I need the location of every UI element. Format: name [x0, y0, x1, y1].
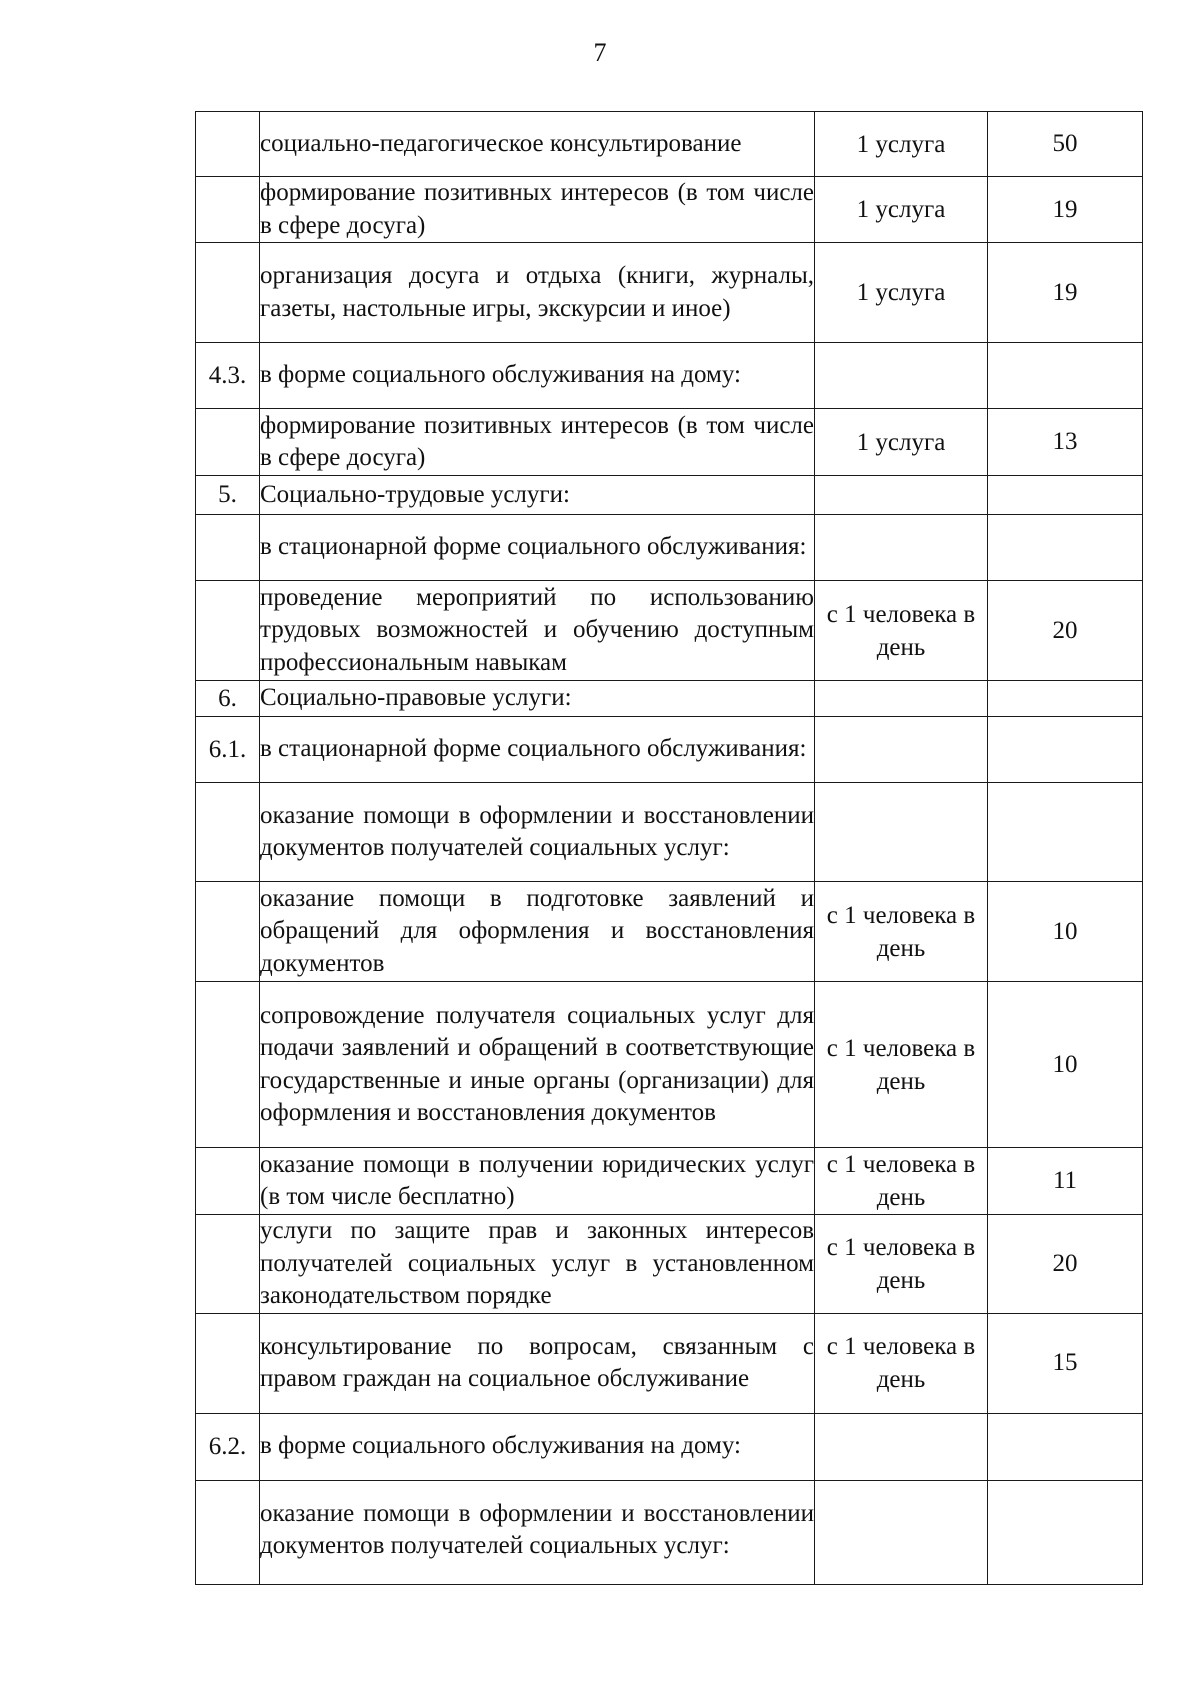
table-row — [196, 476, 1143, 515]
unit-cell — [815, 1413, 988, 1480]
service-description: в стационарной форме социального обслуживания: — [260, 515, 815, 581]
row-number — [196, 882, 260, 982]
table-row — [196, 515, 1143, 581]
table-row — [196, 1480, 1143, 1584]
table-row — [196, 982, 1143, 1148]
table-row — [196, 177, 1143, 243]
unit-cell: с 1 человека в день — [815, 982, 988, 1148]
quantity-cell: 11 — [988, 1148, 1143, 1215]
quantity-cell: 20 — [988, 581, 1143, 681]
table-row — [196, 717, 1143, 783]
unit-cell: с 1 человека в день — [815, 1313, 988, 1413]
quantity-cell: 13 — [988, 409, 1143, 476]
unit-cell: 1 услуга — [815, 112, 988, 177]
table-row — [196, 343, 1143, 409]
unit-cell: с 1 человека в день — [815, 882, 988, 982]
unit-cell — [815, 1480, 988, 1584]
quantity-cell — [988, 783, 1143, 882]
service-description: оказание помощи в оформлении и восстановлении документов получателей социальных услуг: — [260, 783, 815, 882]
service-description: формирование позитивных интересов (в том числе в сфере досуга) — [260, 177, 815, 243]
row-number — [196, 1148, 260, 1215]
unit-cell — [815, 343, 988, 409]
unit-cell — [815, 717, 988, 783]
table-row — [196, 1413, 1143, 1480]
table-row — [196, 243, 1143, 343]
table-row — [196, 1215, 1143, 1314]
unit-cell: с 1 человека в день — [815, 1215, 988, 1314]
row-number: 4.3. — [196, 343, 260, 409]
quantity-cell — [988, 515, 1143, 581]
table-row — [196, 1148, 1143, 1215]
table-row — [196, 681, 1143, 717]
unit-cell: с 1 человека в день — [815, 1148, 988, 1215]
quantity-cell: 19 — [988, 243, 1143, 343]
table-row — [196, 882, 1143, 982]
unit-cell: 1 услуга — [815, 177, 988, 243]
row-number — [196, 1215, 260, 1314]
unit-cell — [815, 515, 988, 581]
service-description: в форме социального обслуживания на дому: — [260, 343, 815, 409]
service-description: оказание помощи в подготовке заявлений и обращений для оформления и восстановления документов — [260, 882, 815, 982]
quantity-cell — [988, 476, 1143, 515]
row-number — [196, 581, 260, 681]
service-description: сопровождение получателя социальных услуг для подачи заявлений и обращений в соответствующие государственные и иные органы (организации) для оформления и восстановления документов — [260, 982, 815, 1148]
table-row — [196, 409, 1143, 476]
services-table — [195, 111, 1143, 1585]
table-row — [196, 581, 1143, 681]
quantity-cell — [988, 1413, 1143, 1480]
unit-cell: 1 услуга — [815, 409, 988, 476]
table-row — [196, 1313, 1143, 1413]
row-number: 6.2. — [196, 1413, 260, 1480]
service-description: Социально-трудовые услуги: — [260, 476, 815, 515]
row-number — [196, 1480, 260, 1584]
quantity-cell — [988, 717, 1143, 783]
row-number — [196, 177, 260, 243]
quantity-cell — [988, 1480, 1143, 1584]
quantity-cell: 10 — [988, 882, 1143, 982]
service-description: консультирование по вопросам, связанным с правом граждан на социальное обслуживание — [260, 1313, 815, 1413]
row-number: 5. — [196, 476, 260, 515]
quantity-cell: 20 — [988, 1215, 1143, 1314]
row-number — [196, 515, 260, 581]
service-description: услуги по защите прав и законных интересов получателей социальных услуг в установленном законодательством порядке — [260, 1215, 815, 1314]
service-description: в форме социального обслуживания на дому: — [260, 1413, 815, 1480]
row-number — [196, 243, 260, 343]
quantity-cell: 50 — [988, 112, 1143, 177]
service-description: оказание помощи в оформлении и восстановлении документов получателей социальных услуг: — [260, 1480, 815, 1584]
table-row — [196, 112, 1143, 177]
service-description: Социально-правовые услуги: — [260, 681, 815, 717]
page-number: 7 — [593, 38, 607, 67]
quantity-cell: 15 — [988, 1313, 1143, 1413]
row-number — [196, 783, 260, 882]
row-number — [196, 982, 260, 1148]
quantity-cell — [988, 681, 1143, 717]
unit-cell — [815, 681, 988, 717]
row-number — [196, 409, 260, 476]
row-number — [196, 1313, 260, 1413]
service-description: проведение мероприятий по использованию трудовых возможностей и обучению доступным профессиональным навыкам — [260, 581, 815, 681]
row-number — [196, 112, 260, 177]
row-number: 6. — [196, 681, 260, 717]
row-number: 6.1. — [196, 717, 260, 783]
quantity-cell: 10 — [988, 982, 1143, 1148]
quantity-cell: 19 — [988, 177, 1143, 243]
quantity-cell — [988, 343, 1143, 409]
unit-cell — [815, 783, 988, 882]
service-description: оказание помощи в получении юридических услуг (в том числе бесплатно) — [260, 1148, 815, 1215]
service-description: в стационарной форме социального обслуживания: — [260, 717, 815, 783]
service-description: формирование позитивных интересов (в том числе в сфере досуга) — [260, 409, 815, 476]
service-description: социально-педагогическое консультирование — [260, 112, 815, 177]
table-row — [196, 783, 1143, 882]
unit-cell: 1 услуга — [815, 243, 988, 343]
unit-cell: с 1 человека в день — [815, 581, 988, 681]
unit-cell — [815, 476, 988, 515]
service-description: организация досуга и отдыха (книги, журналы, газеты, настольные игры, экскурсии и иное) — [260, 243, 815, 343]
